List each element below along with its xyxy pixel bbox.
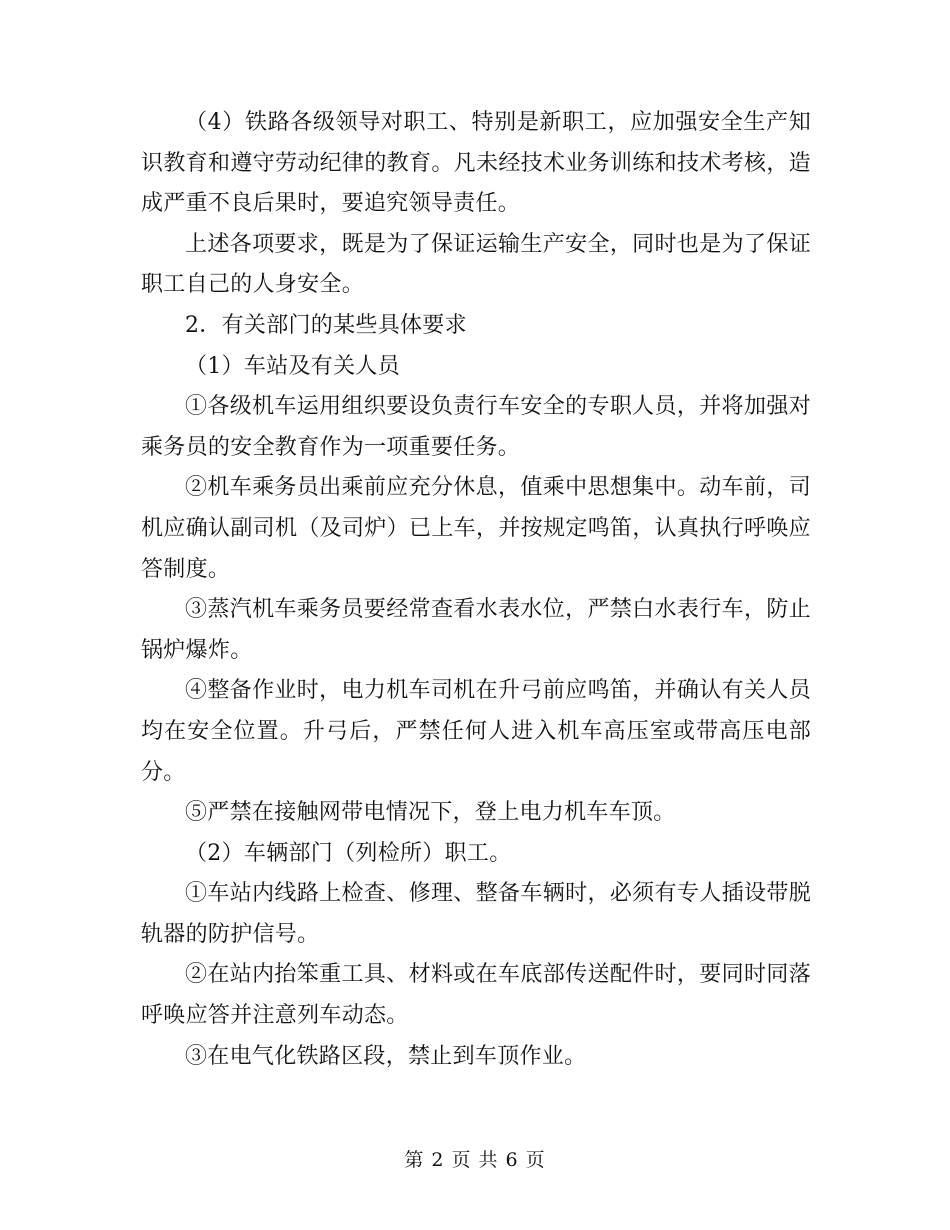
subsection-heading-vehicle-department: （2）车辆部门（列检所）职工。	[185, 840, 512, 866]
paragraph-summary: 上述各项要求，既是为了保证运输生产安全，同时也是为了保证职工自己的人身安全。	[141, 231, 811, 298]
list-item-crew-rest: ②机车乘务员出乘前应充分休息，值乘中思想集中。动车前，司机应确认副司机（及司炉）已上车，并按规定鸣笛，认真执行呼唤应答制度。	[141, 475, 811, 582]
subsection-heading-station-staff: （1）车站及有关人员	[185, 353, 400, 379]
list-item-steam-locomotive: ③蒸汽机车乘务员要经常查看水表水位，严禁白水表行车，防止锅炉爆炸。	[141, 597, 811, 663]
document-body	[141, 103, 811, 1077]
list-item-safety-officer: ①各级机车运用组织要设负责行车安全的专职人员，并将加强对乘务员的安全教育作为一项重要任务。	[141, 394, 811, 460]
section-heading-department-requirements: 2．有关部门的某些具体要求	[185, 312, 467, 338]
list-item-pantograph: ④整备作业时，电力机车司机在升弓前应鸣笛，并确认有关人员均在安全位置。升弓后，严禁任何人进入机车高压室或带高压电部分。	[141, 678, 811, 785]
list-item-derail-protection: ①车站内线路上检查、修理、整备车辆时，必须有专人插设带脱轨器的防护信号。	[141, 881, 811, 947]
paragraph-leadership-education: （4）铁路各级领导对职工、特别是新职工，应加强安全生产知识教育和遵守劳动纪律的教育。凡未经技术业务训练和技术考核，造成严重不良后果时，要追究领导责任。	[141, 110, 811, 217]
list-item-electrified-section: ③在电气化铁路区段，禁止到车顶作业。	[185, 1043, 587, 1069]
list-item-carrying-tools: ②在站内抬笨重工具、材料或在车底部传送配件时，要同时同落呼唤应答并注意列车动态。	[141, 962, 811, 1029]
list-item-roof-access: ⑤严禁在接触网带电情况下，登上电力机车车顶。	[185, 800, 676, 826]
page-footer: 第 2 页 共 6 页	[404, 1149, 546, 1171]
